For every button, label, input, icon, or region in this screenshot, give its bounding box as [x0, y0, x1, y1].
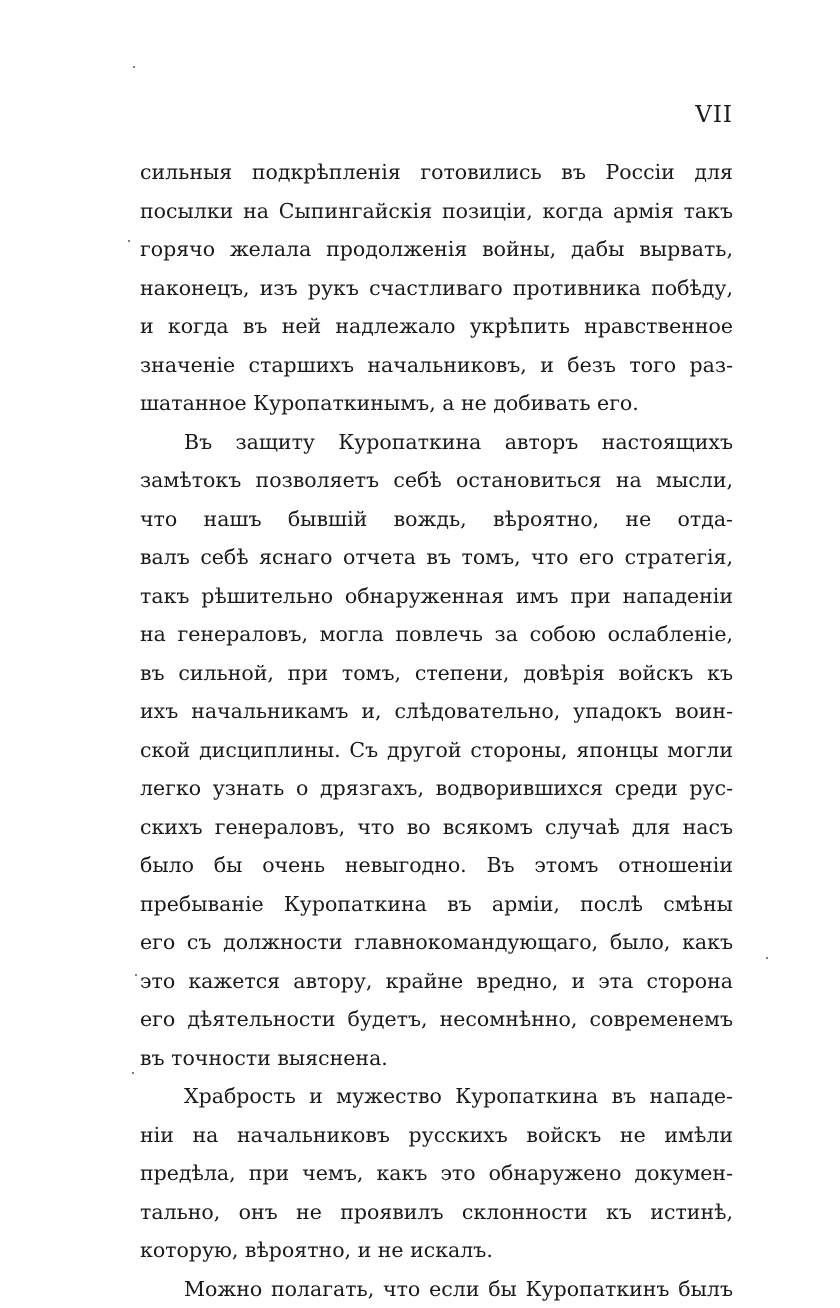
text-line: шатанное Куропаткинымъ, а не добивать его.: [140, 384, 733, 423]
text-line: въ точности выяснена.: [140, 1039, 733, 1078]
scan-speck: [132, 1072, 134, 1074]
text-line: значеніе старшихъ начальниковъ, и безъ того раз-: [140, 346, 733, 385]
scan-speck: [766, 957, 768, 959]
paragraph-4: [140, 1270, 733, 1308]
text-line: на генераловъ, могла повлечь за собою ослабленіе,: [140, 615, 733, 654]
text-line: такъ рѣшительно обнаруженная имъ при нападеніи: [140, 577, 733, 616]
text-line: горячо желала продолженія войны, дабы вырвать,: [140, 230, 733, 269]
text-line: въ сильной, при томъ, степени, довѣрія войскъ къ: [140, 654, 733, 693]
scan-speck: [128, 240, 130, 242]
text-line: было бы очень невыгодно. Въ этомъ отношеніи: [140, 846, 733, 885]
text-line: замѣтокъ позволяетъ себѣ остановиться на мысли,: [140, 461, 733, 500]
text-line: Можно полагать, что если бы Куропаткинъ былъ: [140, 1270, 733, 1308]
text-body: [140, 153, 733, 1308]
text-line: его дѣятельности будетъ, несомнѣнно, современемъ: [140, 1000, 733, 1039]
page-number: VII: [695, 102, 733, 128]
text-line: ніи на начальниковъ русскихъ войскъ не имѣли: [140, 1116, 733, 1155]
text-line: валъ себѣ яснаго отчета въ томъ, что его стратегія,: [140, 538, 733, 577]
text-line: и когда въ ней надлежало укрѣпить нравственное: [140, 307, 733, 346]
text-line: ихъ начальникамъ и, слѣдовательно, упадокъ воин-: [140, 692, 733, 731]
text-line: которую, вѣроятно, и не искалъ.: [140, 1231, 733, 1270]
text-line: ской дисциплины. Съ другой стороны, японцы могли: [140, 731, 733, 770]
text-line: Въ защиту Куропаткина авторъ настоящихъ: [140, 423, 733, 462]
text-line: тально, онъ не проявилъ склонности къ истинѣ,: [140, 1193, 733, 1232]
text-line: посылки на Сыпингайскія позиціи, когда армія такъ: [140, 192, 733, 231]
text-line: сильныя подкрѣпленія готовились въ Россіи для: [140, 153, 733, 192]
paragraph-3: [140, 1077, 733, 1270]
scan-speck: [135, 974, 137, 976]
text-line: скихъ генераловъ, что во всякомъ случаѣ для насъ: [140, 808, 733, 847]
text-line: его съ должности главнокомандующаго, было, какъ: [140, 923, 733, 962]
text-line: легко узнать о дрязгахъ, водворившихся среди рус-: [140, 769, 733, 808]
text-line: пребываніе Куропаткина въ арміи, послѣ смѣны: [140, 885, 733, 924]
text-line: предѣла, при чемъ, какъ это обнаружено докумен-: [140, 1154, 733, 1193]
paragraph-1: [140, 153, 733, 423]
text-line: наконецъ, изъ рукъ счастливаго противника побѣду,: [140, 269, 733, 308]
text-line: это кажется автору, крайне вредно, и эта сторона: [140, 962, 733, 1001]
text-line: Храбрость и мужество Куропаткина въ нападе-: [140, 1077, 733, 1116]
scan-speck: [133, 66, 135, 68]
text-line: что нашъ бывшій вождь, вѣроятно, не отда-: [140, 500, 733, 539]
paragraph-2: [140, 423, 733, 1078]
